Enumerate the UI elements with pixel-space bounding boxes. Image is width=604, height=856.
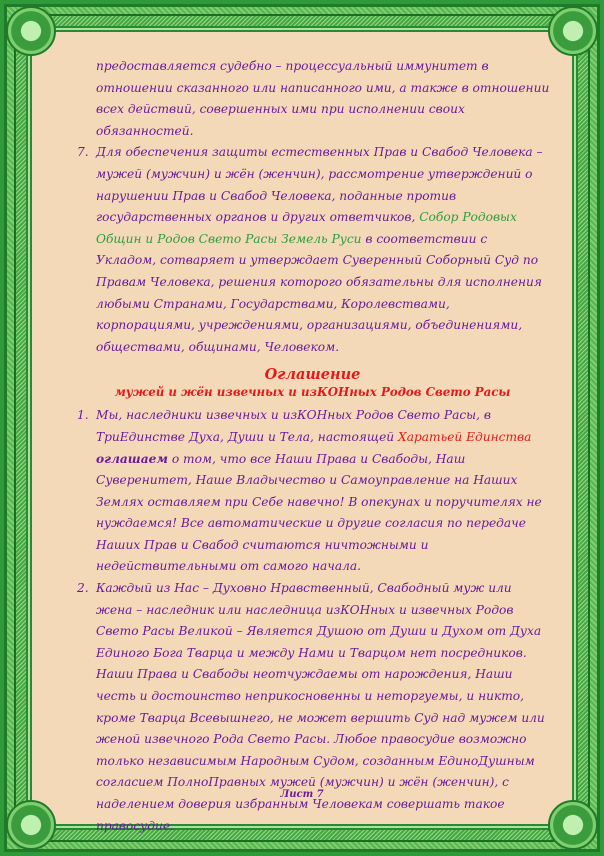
corner-ornament-icon (548, 800, 598, 850)
list-number: 7. (77, 145, 89, 160)
item-text: Для обеспечения защиты естественных Прав и Свабод Человека – мужей (мужчин) и жён (женчин), рассмотрение утверждений о нарушении Прав и Свабод Человека, поданные против государственных органов и других ответчиков, (96, 145, 543, 225)
highlighted-text: Харатьей Единства (398, 429, 532, 444)
item-text: в соответствии с Укладом, сотваряет и утверждает Суверенный Соборный Суд по Правам Человека, решения которого обязательны для исполнения любыми Странами, Государствами, Королевствами, корпорациями, учреждениями, организациями, объединениями, обществами, общинами, Человеком. (96, 231, 542, 354)
corner-ornament-icon (6, 800, 56, 850)
corner-ornament-icon (6, 6, 56, 56)
page-number: Лист 7 (280, 789, 324, 800)
item-text: Каждый из Нас – Духовно Нравственный, Свабодный муж или жена – наследник или наследница изКОНных и извечных Родов Свето Расы Великой – Является Душою от Души и Духом от Духа Единого Бога Тварца и между Нами и Тварцом нет посредников. Наши Права и Свабоды неотчуждаемы от нарождения, Наши честь и достоинство неприкосновенны и неторгуемы, и никто, кроме Тварца Всевышнего, не может вершить Суд над мужем или женой извечного Рода Свето Расы. Любое правосудие возможно только независимым Народным Судом, созданным ЕдиноДушным согласием ПолноПравных мужей (мужчин) и жён (женчин), с наделением доверия избранным Человекам совершать такое правосудие. (96, 581, 545, 833)
corner-ornament-icon (548, 6, 598, 56)
document-body (75, 56, 550, 837)
highlighted-text: Собор Родовых Общин и Родов Свето Расы Земель Руси (96, 210, 517, 246)
continued-paragraph: предоставляется судебно – процессуальный иммунитет в отношении сказанного или написанного ими, а также в отношении всех действий, совершенных ими при исполнении своих обязанностей. (96, 59, 550, 138)
list-item-1 (75, 405, 550, 578)
item-text: Мы, наследники извечных и изКОНных Родов Свето Расы, в ТриЕдинстве Духа, Души и Тела, настоящей (96, 408, 491, 444)
bold-text: оглашаем (96, 451, 168, 466)
item-text: о том, что все Наши Права и Свабоды, Наш Суверенитет, Наше Владычество и Самоуправление на Наших Землях оставляем при Себе навечно! В опекунах и поручителях не нуждаемся! Все автоматические и другие согласия по передаче Наших Прав и Свабод считаются ничтожными и недействительными от самого начала. (96, 451, 542, 574)
list-number: 1. (77, 408, 89, 423)
list-item-7 (75, 142, 550, 358)
section-subtitle: мужей и жён извечных и изКОНных Родов Свето Расы (114, 385, 511, 400)
list-number: 2. (77, 581, 89, 596)
section-title: Оглашение (264, 366, 361, 384)
